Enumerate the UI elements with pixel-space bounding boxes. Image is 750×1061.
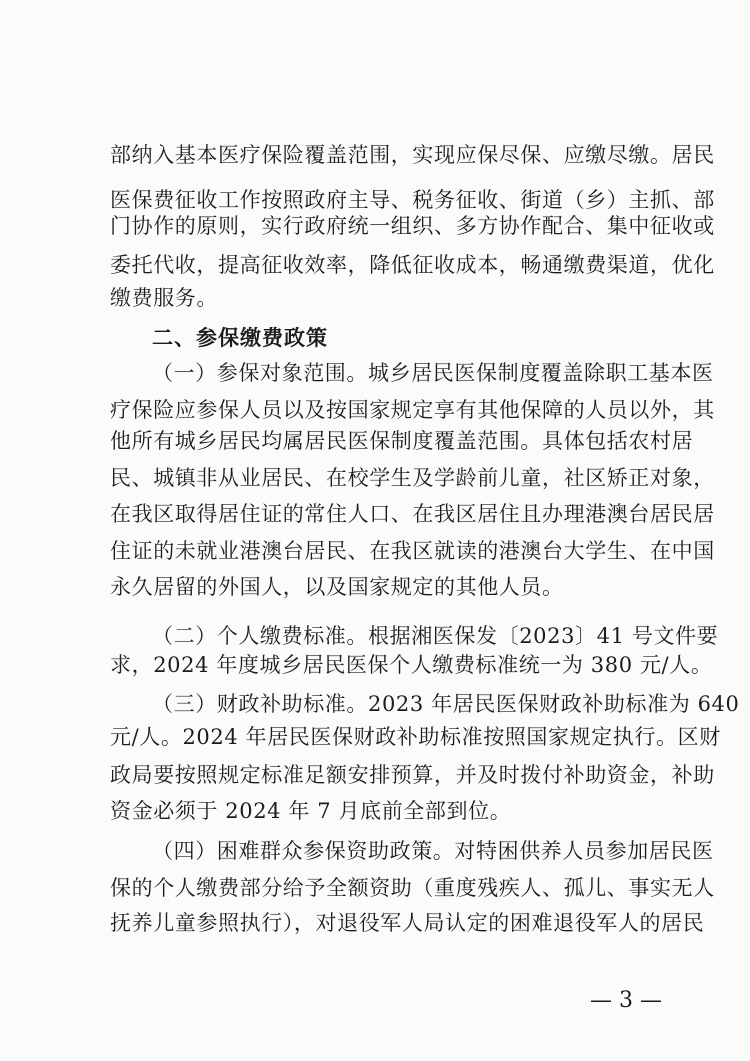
page-number: — 3 — — [590, 988, 662, 1013]
section-heading: 二、参保缴费政策 — [152, 326, 328, 350]
paragraph-line: 委托代收，提高征收效率，降低征收成本，畅通缴费渠道，优化 — [110, 253, 715, 277]
paragraph-line: 政局要按照规定标准足额安排预算，并及时拨付补助资金，补助 — [110, 763, 715, 787]
paragraph-line: （二）个人缴费标准。根据湘医保发〔2023〕41 号文件要 — [152, 624, 719, 648]
paragraph-line: 在我区取得居住证的常住人口、在我区居住且办理港澳台居民居 — [110, 502, 715, 526]
paragraph-line: 资金必须于 2024 年 7 月底前全部到位。 — [110, 799, 512, 823]
paragraph-line: 元/人。2024 年居民医保财政补助标准按照国家规定执行。区财 — [110, 725, 721, 749]
paragraph-line: 医保费征收工作按照政府主导、税务征收、街道（乡）主抓、部 — [110, 188, 715, 212]
paragraph-line: 缴费服务。 — [110, 286, 218, 310]
paragraph-line: （四）困难群众参保资助政策。对特困供养人员参加居民医 — [152, 839, 714, 863]
paragraph-line: 疗保险应参保人员以及按国家规定享有其他保障的人员以外，其 — [110, 398, 715, 422]
paragraph-line: 民、城镇非从业居民、在校学生及学龄前儿童，社区矫正对象， — [110, 466, 715, 490]
paragraph-line: 他所有城乡居民均属居民医保制度覆盖范围。具体包括农村居 — [110, 429, 694, 453]
paragraph-line: （一）参保对象范围。城乡居民医保制度覆盖除职工基本医 — [152, 361, 714, 385]
paragraph-line: 抚养儿童参照执行），对退役军人局认定的困难退役军人的居民 — [110, 911, 705, 935]
paragraph-line: 保的个人缴费部分给予全额资助（重度残疾人、孤儿、事实无人 — [110, 876, 715, 900]
paragraph-line: 部纳入基本医疗保险覆盖范围，实现应保尽保、应缴尽缴。居民 — [110, 143, 715, 167]
paragraph-line: 永久居留的外国人，以及国家规定的其他人员。 — [110, 575, 564, 599]
paragraph-line: 门协作的原则，实行政府统一组织、多方协作配合、集中征收或 — [110, 214, 715, 238]
paragraph-line: （三）财政补助标准。2023 年居民医保财政补助标准为 640 — [152, 692, 740, 716]
paragraph-line: 住证的未就业港澳台居民、在我区就读的港澳台大学生、在中国 — [110, 539, 715, 563]
paragraph-line: 求，2024 年度城乡居民医保个人缴费标准统一为 380 元/人。 — [110, 653, 713, 677]
